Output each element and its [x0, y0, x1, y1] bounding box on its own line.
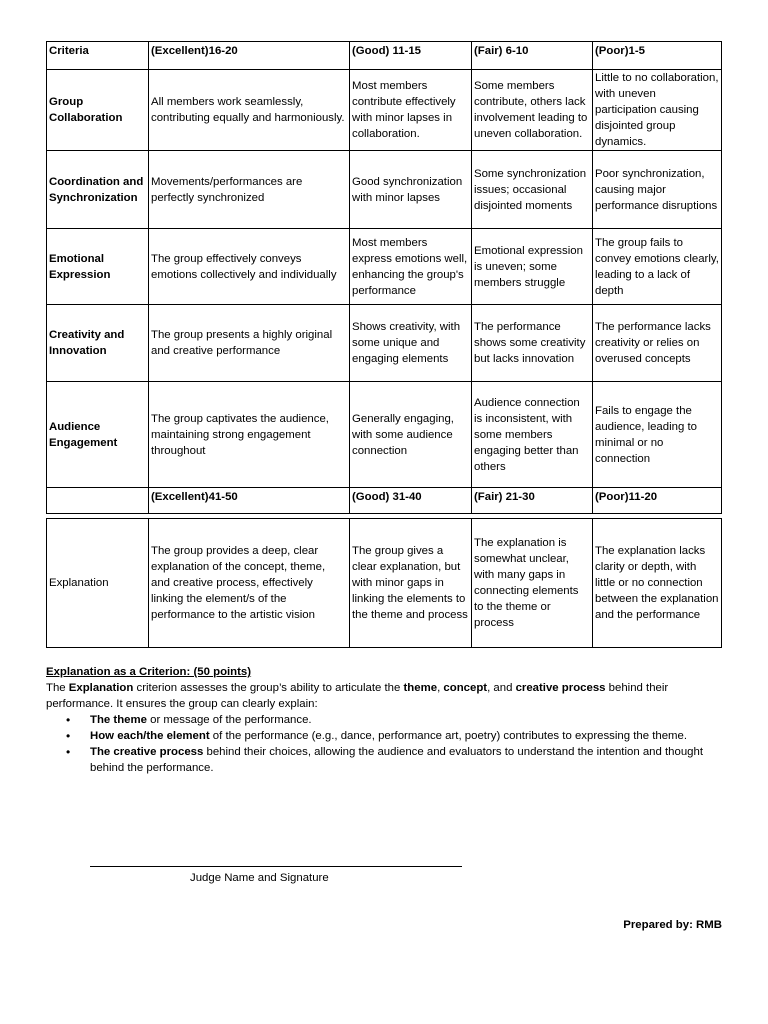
poor-cell: Fails to engage the audience, leading to minimal or no connection — [593, 382, 722, 488]
criterion-cell: Explanation — [47, 519, 149, 648]
prepared-by: Prepared by: RMB — [623, 919, 722, 931]
section-heading: Explanation as a Criterion: (50 points) — [46, 666, 252, 678]
fair-cell: The performance shows some creativity but lacks innovation — [472, 305, 593, 382]
header-blank — [47, 488, 149, 514]
rubric-table — [46, 41, 722, 648]
header-excellent: (Excellent)16-20 — [149, 42, 350, 70]
criterion-cell: Emotional Expression — [47, 229, 149, 305]
poor-cell: The explanation lacks clarity or depth, with little or no connection between the explanation and the performance — [593, 519, 722, 648]
table-row — [47, 519, 722, 648]
list-item: • How each/the element of the performance (e.g., dance, performance art, poetry) contributes to expressing the theme. — [90, 728, 726, 744]
criterion-cell: Coordination and Synchronization — [47, 151, 149, 229]
header-poor: (Poor)1-5 — [593, 42, 722, 70]
fair-cell: Emotional expression is uneven; some members struggle — [472, 229, 593, 305]
excellent-cell: The group provides a deep, clear explanation of the concept, theme, and creative process, effectively linking the element/s of the performance to the artistic vision — [149, 519, 350, 648]
poor-cell: Little to no collaboration, with uneven participation causing disjointed group dynamics. — [593, 70, 722, 151]
excellent-cell: The group captivates the audience, maintaining strong engagement throughout — [149, 382, 350, 488]
excellent-cell: Movements/performances are perfectly synchronized — [149, 151, 350, 229]
criterion-cell: Creativity and Innovation — [47, 305, 149, 382]
table-row — [47, 305, 722, 382]
poor-cell: The performance lacks creativity or relies on overused concepts — [593, 305, 722, 382]
signature-label: Judge Name and Signature — [190, 872, 329, 884]
good-cell: The group gives a clear explanation, but with minor gaps in linking the elements to the theme and process — [350, 519, 472, 648]
excellent-cell: The group effectively conveys emotions collectively and individually — [149, 229, 350, 305]
table-row — [47, 229, 722, 305]
criterion-cell: Audience Engagement — [47, 382, 149, 488]
good-cell: Generally engaging, with some audience connection — [350, 382, 472, 488]
table-row — [47, 151, 722, 229]
header-good: (Good) 11-15 — [350, 42, 472, 70]
header-criteria: Criteria — [47, 42, 149, 70]
explanation-section — [46, 664, 726, 776]
excellent-cell: The group presents a highly original and creative performance — [149, 305, 350, 382]
good-cell: Most members contribute effectively with minor lapses in collaboration. — [350, 70, 472, 151]
poor-cell: Poor synchronization, causing major performance disruptions — [593, 151, 722, 229]
header-fair: (Fair) 6-10 — [472, 42, 593, 70]
good-cell: Good synchronization with minor lapses — [350, 151, 472, 229]
header-excellent: (Excellent)41-50 — [149, 488, 350, 514]
header-good: (Good) 31-40 — [350, 488, 472, 514]
criterion-cell: Group Collaboration — [47, 70, 149, 151]
section-intro: The Explanation criterion assesses the group’s ability to articulate the theme, concept, and creative process behind their performance. It ensures the group can clearly explain: — [46, 682, 669, 710]
fair-cell: The explanation is somewhat unclear, with many gaps in connecting elements to the theme or process — [472, 519, 593, 648]
good-cell: Most members express emotions well, enhancing the group's performance — [350, 229, 472, 305]
fair-cell: Audience connection is inconsistent, with some members engaging better than others — [472, 382, 593, 488]
header-fair: (Fair) 21-30 — [472, 488, 593, 514]
list-item: • The creative process behind their choices, allowing the audience and evaluators to understand the intention and thought behind the performance. — [90, 744, 726, 776]
table-row — [47, 382, 722, 488]
fair-cell: Some synchronization issues; occasional disjointed moments — [472, 151, 593, 229]
fair-cell: Some members contribute, others lack involvement leading to uneven collaboration. — [472, 70, 593, 151]
header-row — [47, 42, 722, 70]
excellent-cell: All members work seamlessly, contributing equally and harmoniously. — [149, 70, 350, 151]
good-cell: Shows creativity, with some unique and engaging elements — [350, 305, 472, 382]
header-poor: (Poor)11-20 — [593, 488, 722, 514]
signature-line — [90, 866, 462, 867]
table-row — [47, 70, 722, 151]
list-item: • The theme or message of the performance. — [90, 712, 726, 728]
header-row-explanation — [47, 488, 722, 514]
poor-cell: The group fails to convey emotions clearly, leading to a lack of depth — [593, 229, 722, 305]
criteria-list — [46, 712, 726, 776]
